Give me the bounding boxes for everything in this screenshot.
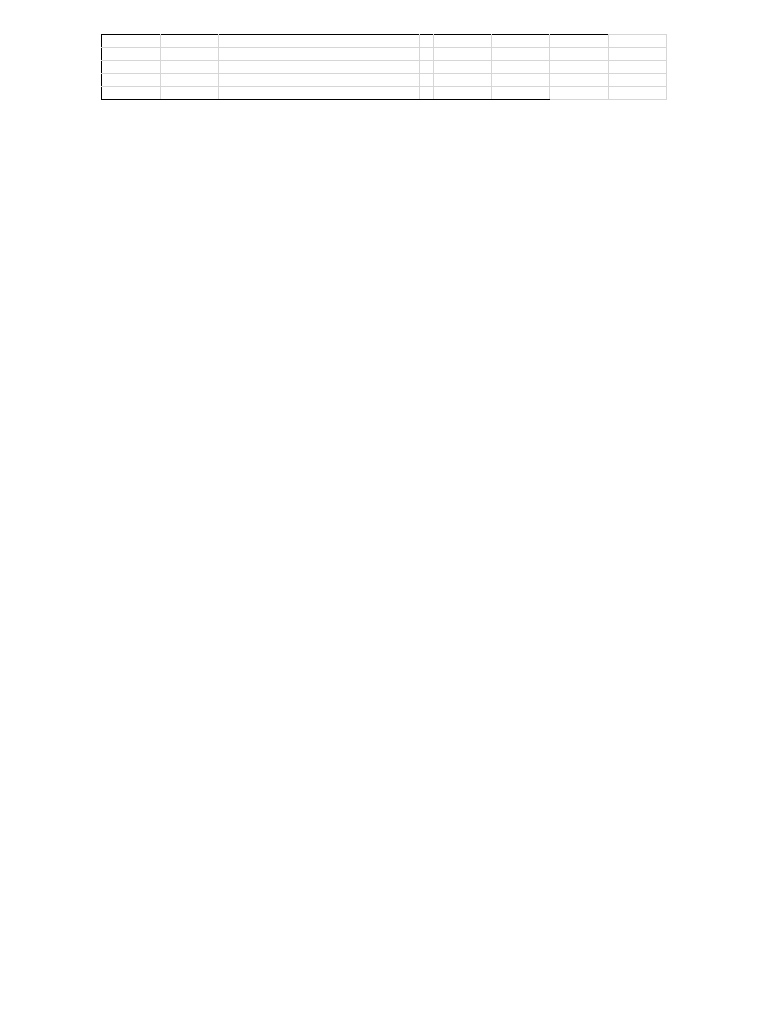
journal-top — [101, 34, 667, 100]
col-account — [219, 87, 420, 100]
company-name — [219, 35, 420, 48]
link-textbook[interactable] — [219, 74, 420, 87]
col-debit — [434, 87, 492, 100]
col-je — [102, 87, 161, 100]
journal-title — [219, 48, 420, 61]
col-date — [161, 87, 219, 100]
link-youtube[interactable] — [219, 61, 420, 74]
col-credit — [492, 87, 550, 100]
